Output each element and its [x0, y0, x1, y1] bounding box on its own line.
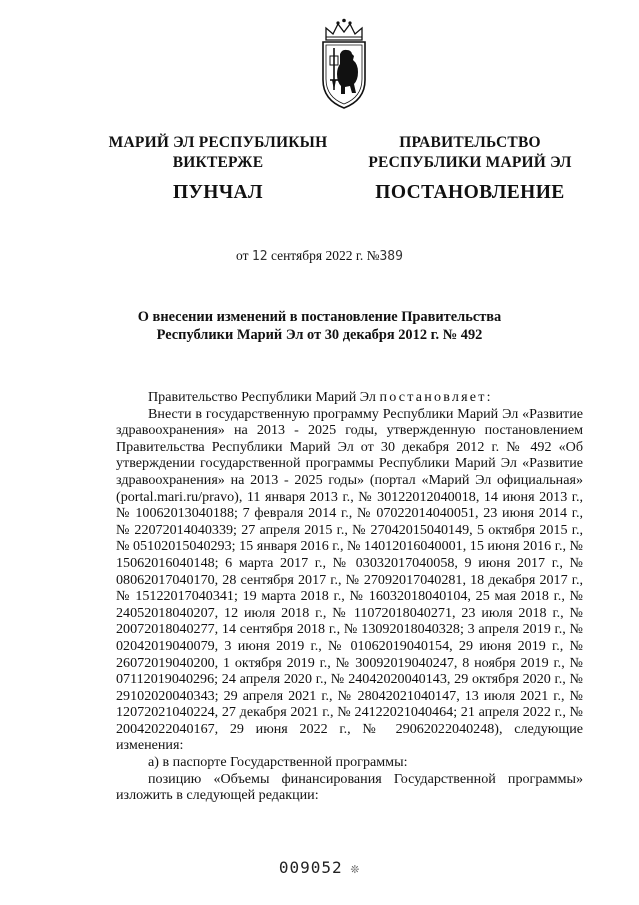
- mari-el-coat-of-arms-icon: [318, 18, 370, 110]
- header-right-doc-type: ПОСТАНОВЛЕНИЕ: [375, 182, 565, 203]
- form-serial-number: [0, 858, 639, 877]
- header-right-line1: ПРАВИТЕЛЬСТВО: [399, 134, 541, 151]
- serial-number: 009052: [278, 858, 343, 877]
- document-body: [116, 389, 583, 804]
- header-right: [340, 133, 600, 205]
- intro-paragraph: [116, 389, 583, 406]
- document-number: 389: [379, 249, 403, 264]
- intro-resolves: постановляет:: [379, 389, 493, 405]
- title-line1: О внесении изменений в постановление Правительства: [137, 309, 502, 325]
- header-left-line1: МАРИЙ ЭЛ РЕСПУБЛИКЫН: [108, 134, 328, 151]
- header-right-line2: РЕСПУБЛИКИ МАРИЙ ЭЛ: [368, 154, 572, 171]
- star-mark-icon: ❊: [350, 861, 361, 877]
- intro-start: Правительство Республики Марий Эл: [148, 389, 376, 405]
- paragraph-changes: Внести в государственную программу Республики Марий Эл «Развитие здравоохранения» на 2013 - 2025 годы, утвержденную постановлением Правительства Республики Марий Эл от 30 декабря 2012 г. № 492 «Об утверждении государственной программы Республики Марий Эл «Развитие здравоохранения» на 2013 - 2025 годы» (портал «Марий Эл официальная» (portal.mari.ru/pravo), 11 января 2013 г., № 30122012040018, 14 июня 2013 г., № 10062013040188; 7 февраля 2014 г., № 07022014040051, 23 июня 2014 г., № 22072014040339; 27 апреля 2015 г., № 27042015040149, 5 октября 2015 г., № 05102015040293; 15 января 2016 г., № 14012016040001, 15 июня 2016 г., № 15062016040148; 6 марта 2017 г., № 03032017040058, 9 июня 2017 г., № 08062017040170, 28 сентября 2017 г., № 27092017040281, 18 декабря 2017 г., № 15122017040341; 19 марта 2018 г., № 16032018040104, 25 мая 2018 г., № 24052018040207, 12 июля 2018 г., № 11072018040271, 23 июля 2018 г., № 20072018040277, 14 сентября 2018 г., № 13092018040328; 3 апреля 2019 г., № 02042019040079, 3 июня 2019 г., № 01062019040154, 29 июня 2019 г., № 26072019040200, 1 октября 2019 г., № 30092019040247, 8 ноября 2019 г., № 07112019040296; 24 апреля 2020 г., № 24042020040143, 29 октября 2020 г., № 29102020040343; 29 апреля 2021 г., № 28042021040147, 13 июля 2021 г., № 12072021040224, 27 декабря 2021 г., № 24122021040464; 21 апреля 2022 г., № 20042022040167, 29 июня 2022 г., № 29062022040248), следующие изменения:: [116, 405, 583, 754]
- date-prefix: от: [236, 248, 249, 263]
- document-title: [60, 308, 579, 344]
- title-line2: Республики Марий Эл от 30 декабря 2012 г. № 492: [156, 327, 483, 343]
- paragraph-passport: а) в паспорте Государственной программы:: [148, 754, 408, 771]
- paragraph-position: позицию «Объемы финансирования Государственной программы» изложить в следующей редакции:: [116, 770, 583, 804]
- date-line: [0, 248, 639, 264]
- header-left: [88, 133, 348, 205]
- header-left-doc-type: ПУНЧАЛ: [173, 182, 263, 203]
- date-day: 12: [251, 249, 268, 264]
- header-left-line2: ВИКТЕРЖЕ: [172, 154, 264, 171]
- date-month-year: сентября 2022 г. №: [270, 248, 380, 263]
